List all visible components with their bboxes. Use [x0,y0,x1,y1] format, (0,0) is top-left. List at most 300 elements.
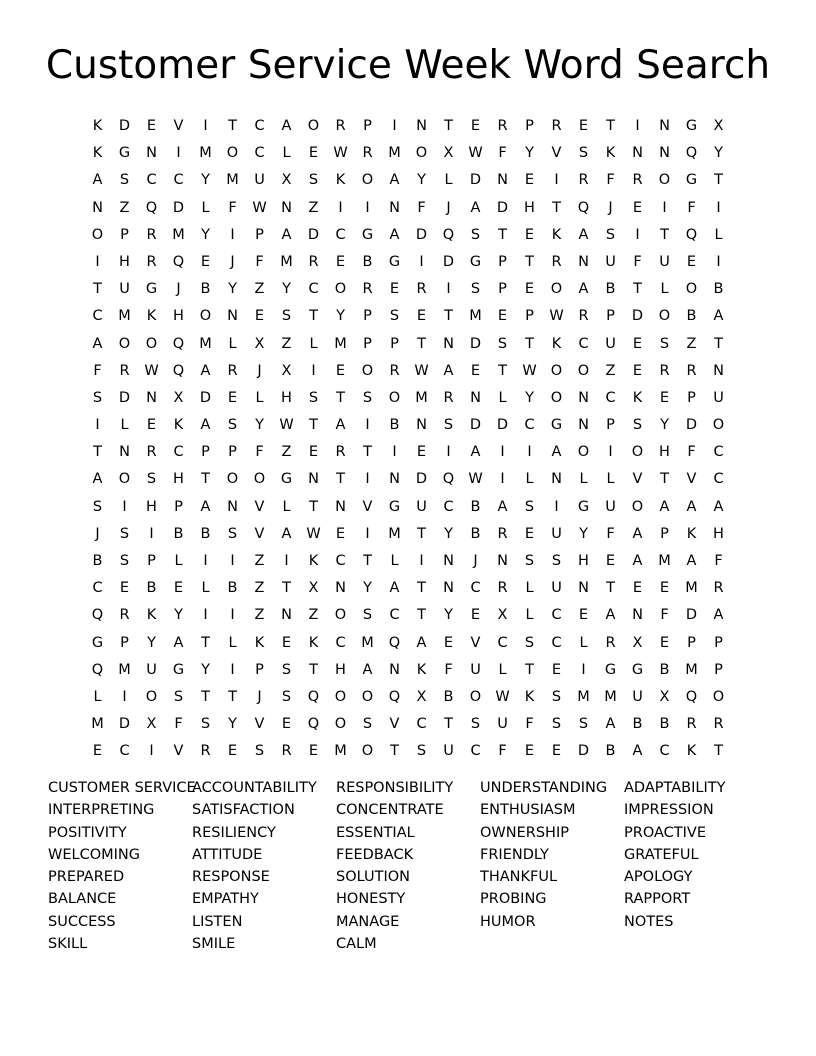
grid-letter[interactable]: U [605,498,616,515]
grid-letter[interactable]: P [228,444,237,461]
grid-letter[interactable]: C [551,634,562,651]
grid-letter[interactable]: E [200,253,211,270]
grid-letter[interactable]: T [444,308,453,325]
grid-letter[interactable]: E [146,118,157,134]
grid-letter[interactable]: J [257,688,262,705]
grid-letter[interactable]: S [362,607,373,624]
grid-letter[interactable]: X [308,580,319,597]
grid-letter[interactable]: L [174,553,183,569]
grid-letter[interactable]: P [498,253,507,270]
grid-letter[interactable]: S [470,281,481,298]
grid-letter[interactable]: I [419,553,424,569]
grid-letter[interactable]: P [525,118,534,134]
grid-letter[interactable]: M [118,661,131,678]
grid-letter[interactable]: I [365,525,370,542]
grid-letter[interactable]: T [363,444,372,461]
grid-letter[interactable]: Z [281,335,292,352]
grid-letter[interactable]: X [632,634,643,651]
grid-letter[interactable]: S [470,716,481,733]
grid-letter[interactable]: E [659,389,670,406]
grid-letter[interactable]: P [201,444,210,461]
grid-letter[interactable]: I [230,607,235,624]
grid-letter[interactable]: A [92,335,103,352]
grid-letter[interactable]: O [91,226,104,243]
grid-letter[interactable]: W [468,145,483,162]
grid-letter[interactable]: M [334,335,347,352]
grid-letter[interactable]: N [443,553,454,569]
grid-letter[interactable]: Z [605,362,616,379]
grid-letter[interactable]: X [497,607,508,624]
grid-letter[interactable]: X [146,716,157,733]
grid-letter[interactable]: O [334,688,347,705]
grid-letter[interactable]: S [578,145,589,162]
grid-letter[interactable]: P [255,661,264,678]
grid-letter[interactable]: I [149,743,154,760]
grid-letter[interactable]: T [498,362,507,379]
grid-letter[interactable]: L [498,389,507,406]
grid-letter[interactable]: R [686,362,697,379]
grid-letter[interactable]: R [443,389,454,406]
grid-letter[interactable]: N [443,580,454,597]
grid-letter[interactable]: B [659,661,670,678]
grid-letter[interactable]: W [549,308,564,325]
grid-letter[interactable]: U [119,281,130,298]
grid-letter[interactable]: L [714,226,723,243]
grid-letter[interactable]: T [444,118,453,134]
grid-letter[interactable]: O [550,389,563,406]
grid-letter[interactable]: M [361,634,374,651]
grid-letter[interactable]: O [118,335,131,352]
grid-letter[interactable]: N [659,118,670,134]
grid-letter[interactable]: O [550,362,563,379]
grid-letter[interactable]: T [714,743,723,760]
grid-letter[interactable]: P [660,525,669,542]
grid-letter[interactable]: K [92,118,103,134]
grid-letter[interactable]: N [146,145,157,162]
grid-letter[interactable]: O [334,281,347,298]
grid-letter[interactable]: H [173,471,184,488]
grid-letter[interactable]: U [443,743,454,760]
grid-letter[interactable]: E [443,634,454,651]
grid-letter[interactable]: U [497,716,508,733]
grid-letter[interactable]: Y [336,308,345,325]
grid-letter[interactable]: M [334,743,347,760]
grid-letter[interactable]: S [524,553,535,569]
grid-letter[interactable]: J [176,281,181,298]
grid-letter[interactable]: C [335,226,346,243]
grid-letter[interactable]: M [658,553,671,569]
grid-letter[interactable]: C [335,634,346,651]
grid-letter[interactable]: L [444,172,453,189]
grid-letter[interactable]: A [713,498,724,515]
grid-letter[interactable]: Y [201,226,210,243]
grid-letter[interactable]: K [335,172,346,189]
grid-letter[interactable]: C [173,444,184,461]
grid-letter[interactable]: P [363,308,372,325]
grid-letter[interactable]: O [361,172,374,189]
grid-letter[interactable]: O [631,498,644,515]
grid-letter[interactable]: B [632,716,643,733]
grid-letter[interactable]: F [606,525,615,542]
grid-letter[interactable]: Q [91,607,104,624]
grid-letter[interactable]: T [93,444,102,461]
grid-letter[interactable]: D [496,199,509,216]
grid-letter[interactable]: V [362,498,373,515]
grid-letter[interactable]: R [335,444,346,461]
grid-letter[interactable]: K [146,308,157,325]
grid-letter[interactable]: V [173,118,184,134]
grid-letter[interactable]: L [120,417,129,434]
grid-letter[interactable]: Y [201,661,210,678]
grid-letter[interactable]: E [335,525,346,542]
grid-letter[interactable]: Y [201,172,210,189]
grid-letter[interactable]: P [606,417,615,434]
grid-letter[interactable]: F [255,444,264,461]
grid-letter[interactable]: R [362,281,373,298]
grid-letter[interactable]: K [308,553,319,569]
grid-letter[interactable]: N [416,118,427,134]
grid-letter[interactable]: M [469,308,482,325]
grid-letter[interactable]: I [527,444,532,461]
grid-letter[interactable]: R [389,362,400,379]
grid-letter[interactable]: P [525,308,534,325]
grid-letter[interactable]: A [200,417,211,434]
grid-letter[interactable]: O [685,281,698,298]
grid-letter[interactable]: U [551,580,562,597]
grid-letter[interactable]: I [554,172,559,189]
grid-letter[interactable]: M [388,145,401,162]
grid-letter[interactable]: Q [307,716,320,733]
grid-letter[interactable]: O [334,607,347,624]
grid-letter[interactable]: A [389,226,400,243]
grid-letter[interactable]: I [581,661,586,678]
grid-letter[interactable]: H [146,498,157,515]
grid-letter[interactable]: T [93,281,102,298]
grid-letter[interactable]: W [333,145,348,162]
grid-letter[interactable]: E [254,308,265,325]
grid-letter[interactable]: P [363,335,372,352]
grid-letter[interactable]: N [443,335,454,352]
grid-letter[interactable]: I [635,226,640,243]
grid-letter[interactable]: E [92,743,103,760]
grid-letter[interactable]: C [92,308,103,325]
grid-letter[interactable]: R [335,118,346,134]
grid-letter[interactable]: O [577,362,590,379]
grid-letter[interactable]: R [713,580,724,597]
grid-letter[interactable]: L [228,634,237,651]
grid-letter[interactable]: I [203,553,208,569]
grid-letter[interactable]: N [389,471,400,488]
grid-letter[interactable]: L [255,389,264,406]
grid-letter[interactable]: Y [228,281,237,298]
grid-letter[interactable]: E [119,580,130,597]
grid-letter[interactable]: N [416,417,427,434]
grid-letter[interactable]: J [608,199,613,216]
grid-letter[interactable]: V [470,634,481,651]
grid-letter[interactable]: Z [254,607,265,624]
grid-letter[interactable]: O [145,335,158,352]
grid-letter[interactable]: N [227,498,238,515]
grid-letter[interactable]: E [659,634,670,651]
grid-letter[interactable]: S [470,226,481,243]
grid-letter[interactable]: T [309,308,318,325]
grid-letter[interactable]: S [362,716,373,733]
grid-letter[interactable]: W [279,417,294,434]
grid-letter[interactable]: Q [388,634,401,651]
grid-letter[interactable]: D [685,417,698,434]
grid-letter[interactable]: O [712,688,725,705]
grid-letter[interactable]: O [469,688,482,705]
grid-letter[interactable]: D [415,226,428,243]
grid-letter[interactable]: O [361,743,374,760]
grid-letter[interactable]: S [362,389,373,406]
grid-letter[interactable]: R [146,226,157,243]
grid-letter[interactable]: A [578,281,589,298]
grid-letter[interactable]: C [470,580,481,597]
grid-letter[interactable]: R [119,362,130,379]
grid-letter[interactable]: X [443,145,454,162]
grid-letter[interactable]: H [713,525,724,542]
grid-letter[interactable]: Q [145,199,158,216]
grid-letter[interactable]: Y [444,525,453,542]
grid-letter[interactable]: H [578,553,589,569]
grid-letter[interactable]: T [417,580,426,597]
grid-letter[interactable]: V [254,525,265,542]
grid-letter[interactable]: A [686,498,697,515]
grid-letter[interactable]: L [93,688,102,705]
grid-letter[interactable]: O [361,362,374,379]
grid-letter[interactable]: W [144,362,159,379]
grid-letter[interactable]: K [551,226,562,243]
grid-letter[interactable]: P [120,226,129,243]
grid-letter[interactable]: M [199,335,212,352]
grid-letter[interactable]: A [443,362,454,379]
grid-letter[interactable]: S [443,417,454,434]
grid-letter[interactable]: B [200,281,211,298]
grid-letter[interactable]: N [632,145,643,162]
grid-letter[interactable]: T [660,226,669,243]
grid-letter[interactable]: X [173,389,184,406]
grid-letter[interactable]: O [415,145,428,162]
grid-letter[interactable]: T [228,688,237,705]
grid-letter[interactable]: E [416,308,427,325]
grid-letter[interactable]: I [284,553,289,569]
grid-letter[interactable]: E [146,417,157,434]
grid-letter[interactable]: O [253,471,266,488]
grid-letter[interactable]: L [525,580,534,597]
grid-letter[interactable]: E [335,253,346,270]
grid-letter[interactable]: T [336,471,345,488]
grid-letter[interactable]: T [525,661,534,678]
grid-letter[interactable]: U [605,335,616,352]
grid-letter[interactable]: Y [525,145,534,162]
grid-letter[interactable]: A [470,444,481,461]
grid-letter[interactable]: S [389,308,400,325]
grid-letter[interactable]: A [632,553,643,569]
grid-letter[interactable]: P [687,634,696,651]
grid-letter[interactable]: Y [228,716,237,733]
grid-letter[interactable]: K [686,525,697,542]
grid-letter[interactable]: J [230,253,235,270]
grid-letter[interactable]: L [228,335,237,352]
grid-letter[interactable]: A [416,634,427,651]
grid-letter[interactable]: W [252,199,267,216]
grid-letter[interactable]: B [605,743,616,760]
grid-letter[interactable]: C [416,716,427,733]
grid-letter[interactable]: E [470,118,481,134]
grid-letter[interactable]: C [713,471,724,488]
grid-letter[interactable]: A [92,172,103,189]
grid-letter[interactable]: C [713,444,724,461]
grid-letter[interactable]: L [282,498,291,515]
grid-letter[interactable]: J [257,362,262,379]
grid-letter[interactable]: I [392,444,397,461]
grid-letter[interactable]: R [578,172,589,189]
grid-letter[interactable]: E [308,743,319,760]
grid-letter[interactable]: N [335,498,346,515]
grid-letter[interactable]: G [388,253,401,270]
grid-letter[interactable]: S [578,716,589,733]
grid-letter[interactable]: Q [388,688,401,705]
grid-letter[interactable]: E [173,580,184,597]
grid-letter[interactable]: F [498,743,507,760]
grid-letter[interactable]: T [336,389,345,406]
grid-letter[interactable]: K [686,743,697,760]
grid-letter[interactable]: I [608,444,613,461]
grid-letter[interactable]: Y [417,172,426,189]
grid-letter[interactable]: G [91,634,104,651]
grid-letter[interactable]: S [119,553,130,569]
grid-letter[interactable]: I [500,471,505,488]
grid-letter[interactable]: N [659,145,670,162]
grid-letter[interactable]: C [92,580,103,597]
grid-letter[interactable]: L [282,145,291,162]
grid-letter[interactable]: U [416,498,427,515]
grid-letter[interactable]: S [146,471,157,488]
grid-letter[interactable]: S [524,634,535,651]
grid-letter[interactable]: G [550,417,563,434]
grid-letter[interactable]: V [173,743,184,760]
grid-letter[interactable]: Q [172,253,185,270]
grid-letter[interactable]: I [230,226,235,243]
grid-letter[interactable]: F [687,444,696,461]
grid-letter[interactable]: T [552,199,561,216]
grid-letter[interactable]: V [686,471,697,488]
grid-letter[interactable]: B [227,580,238,597]
grid-letter[interactable]: H [659,444,670,461]
grid-letter[interactable]: T [201,634,210,651]
grid-letter[interactable]: Y [255,417,264,434]
grid-letter[interactable]: I [149,525,154,542]
grid-letter[interactable]: V [389,716,400,733]
grid-letter[interactable]: C [659,743,670,760]
grid-letter[interactable]: E [632,580,643,597]
grid-letter[interactable]: A [578,226,589,243]
grid-letter[interactable]: E [605,553,616,569]
grid-letter[interactable]: G [631,661,644,678]
grid-letter[interactable]: N [470,389,481,406]
grid-letter[interactable]: A [551,444,562,461]
grid-letter[interactable]: T [201,688,210,705]
grid-letter[interactable]: I [230,661,235,678]
grid-letter[interactable]: S [173,688,184,705]
grid-letter[interactable]: M [388,525,401,542]
grid-letter[interactable]: O [199,308,212,325]
grid-letter[interactable]: O [712,417,725,434]
grid-letter[interactable]: H [281,389,292,406]
grid-letter[interactable]: D [172,199,185,216]
grid-letter[interactable]: E [578,607,589,624]
grid-letter[interactable]: T [606,580,615,597]
grid-letter[interactable]: O [577,444,590,461]
grid-letter[interactable]: I [176,145,181,162]
grid-letter[interactable]: N [713,362,724,379]
grid-letter[interactable]: R [200,743,211,760]
grid-letter[interactable]: D [469,172,482,189]
grid-letter[interactable]: M [685,580,698,597]
grid-letter[interactable]: N [578,253,589,270]
grid-letter[interactable]: L [579,471,588,488]
grid-letter[interactable]: B [470,498,481,515]
grid-letter[interactable]: K [416,661,427,678]
grid-letter[interactable]: G [577,498,590,515]
grid-letter[interactable]: L [201,580,210,597]
grid-letter[interactable]: W [414,362,429,379]
grid-letter[interactable]: T [417,607,426,624]
grid-letter[interactable]: Q [172,362,185,379]
grid-letter[interactable]: N [281,607,292,624]
grid-letter[interactable]: U [713,389,724,406]
grid-letter[interactable]: U [632,688,643,705]
grid-letter[interactable]: F [228,199,237,216]
grid-letter[interactable]: E [551,743,562,760]
grid-letter[interactable]: W [306,525,321,542]
grid-letter[interactable]: O [388,389,401,406]
grid-letter[interactable]: T [417,335,426,352]
grid-letter[interactable]: I [635,118,640,134]
grid-letter[interactable]: E [632,335,643,352]
grid-letter[interactable]: C [524,417,535,434]
grid-letter[interactable]: N [497,553,508,569]
grid-letter[interactable]: G [685,172,698,189]
grid-letter[interactable]: B [605,281,616,298]
grid-letter[interactable]: K [605,145,616,162]
grid-letter[interactable]: O [334,716,347,733]
grid-letter[interactable]: E [308,444,319,461]
grid-letter[interactable]: I [446,444,451,461]
grid-letter[interactable]: K [524,688,535,705]
grid-letter[interactable]: B [92,553,103,569]
grid-letter[interactable]: N [227,308,238,325]
grid-letter[interactable]: A [281,226,292,243]
grid-letter[interactable]: H [524,199,535,216]
grid-letter[interactable]: E [524,226,535,243]
grid-letter[interactable]: B [146,580,157,597]
grid-letter[interactable]: P [255,226,264,243]
grid-letter[interactable]: K [92,145,103,162]
grid-letter[interactable]: F [606,172,615,189]
grid-letter[interactable]: Z [254,553,265,569]
grid-letter[interactable]: D [496,417,509,434]
grid-letter[interactable]: E [551,661,562,678]
grid-letter[interactable]: C [254,118,265,134]
grid-letter[interactable]: T [498,226,507,243]
grid-letter[interactable]: U [551,525,562,542]
grid-letter[interactable]: T [633,281,642,298]
grid-letter[interactable]: L [390,553,399,569]
grid-letter[interactable]: A [659,498,670,515]
grid-letter[interactable]: D [118,389,131,406]
